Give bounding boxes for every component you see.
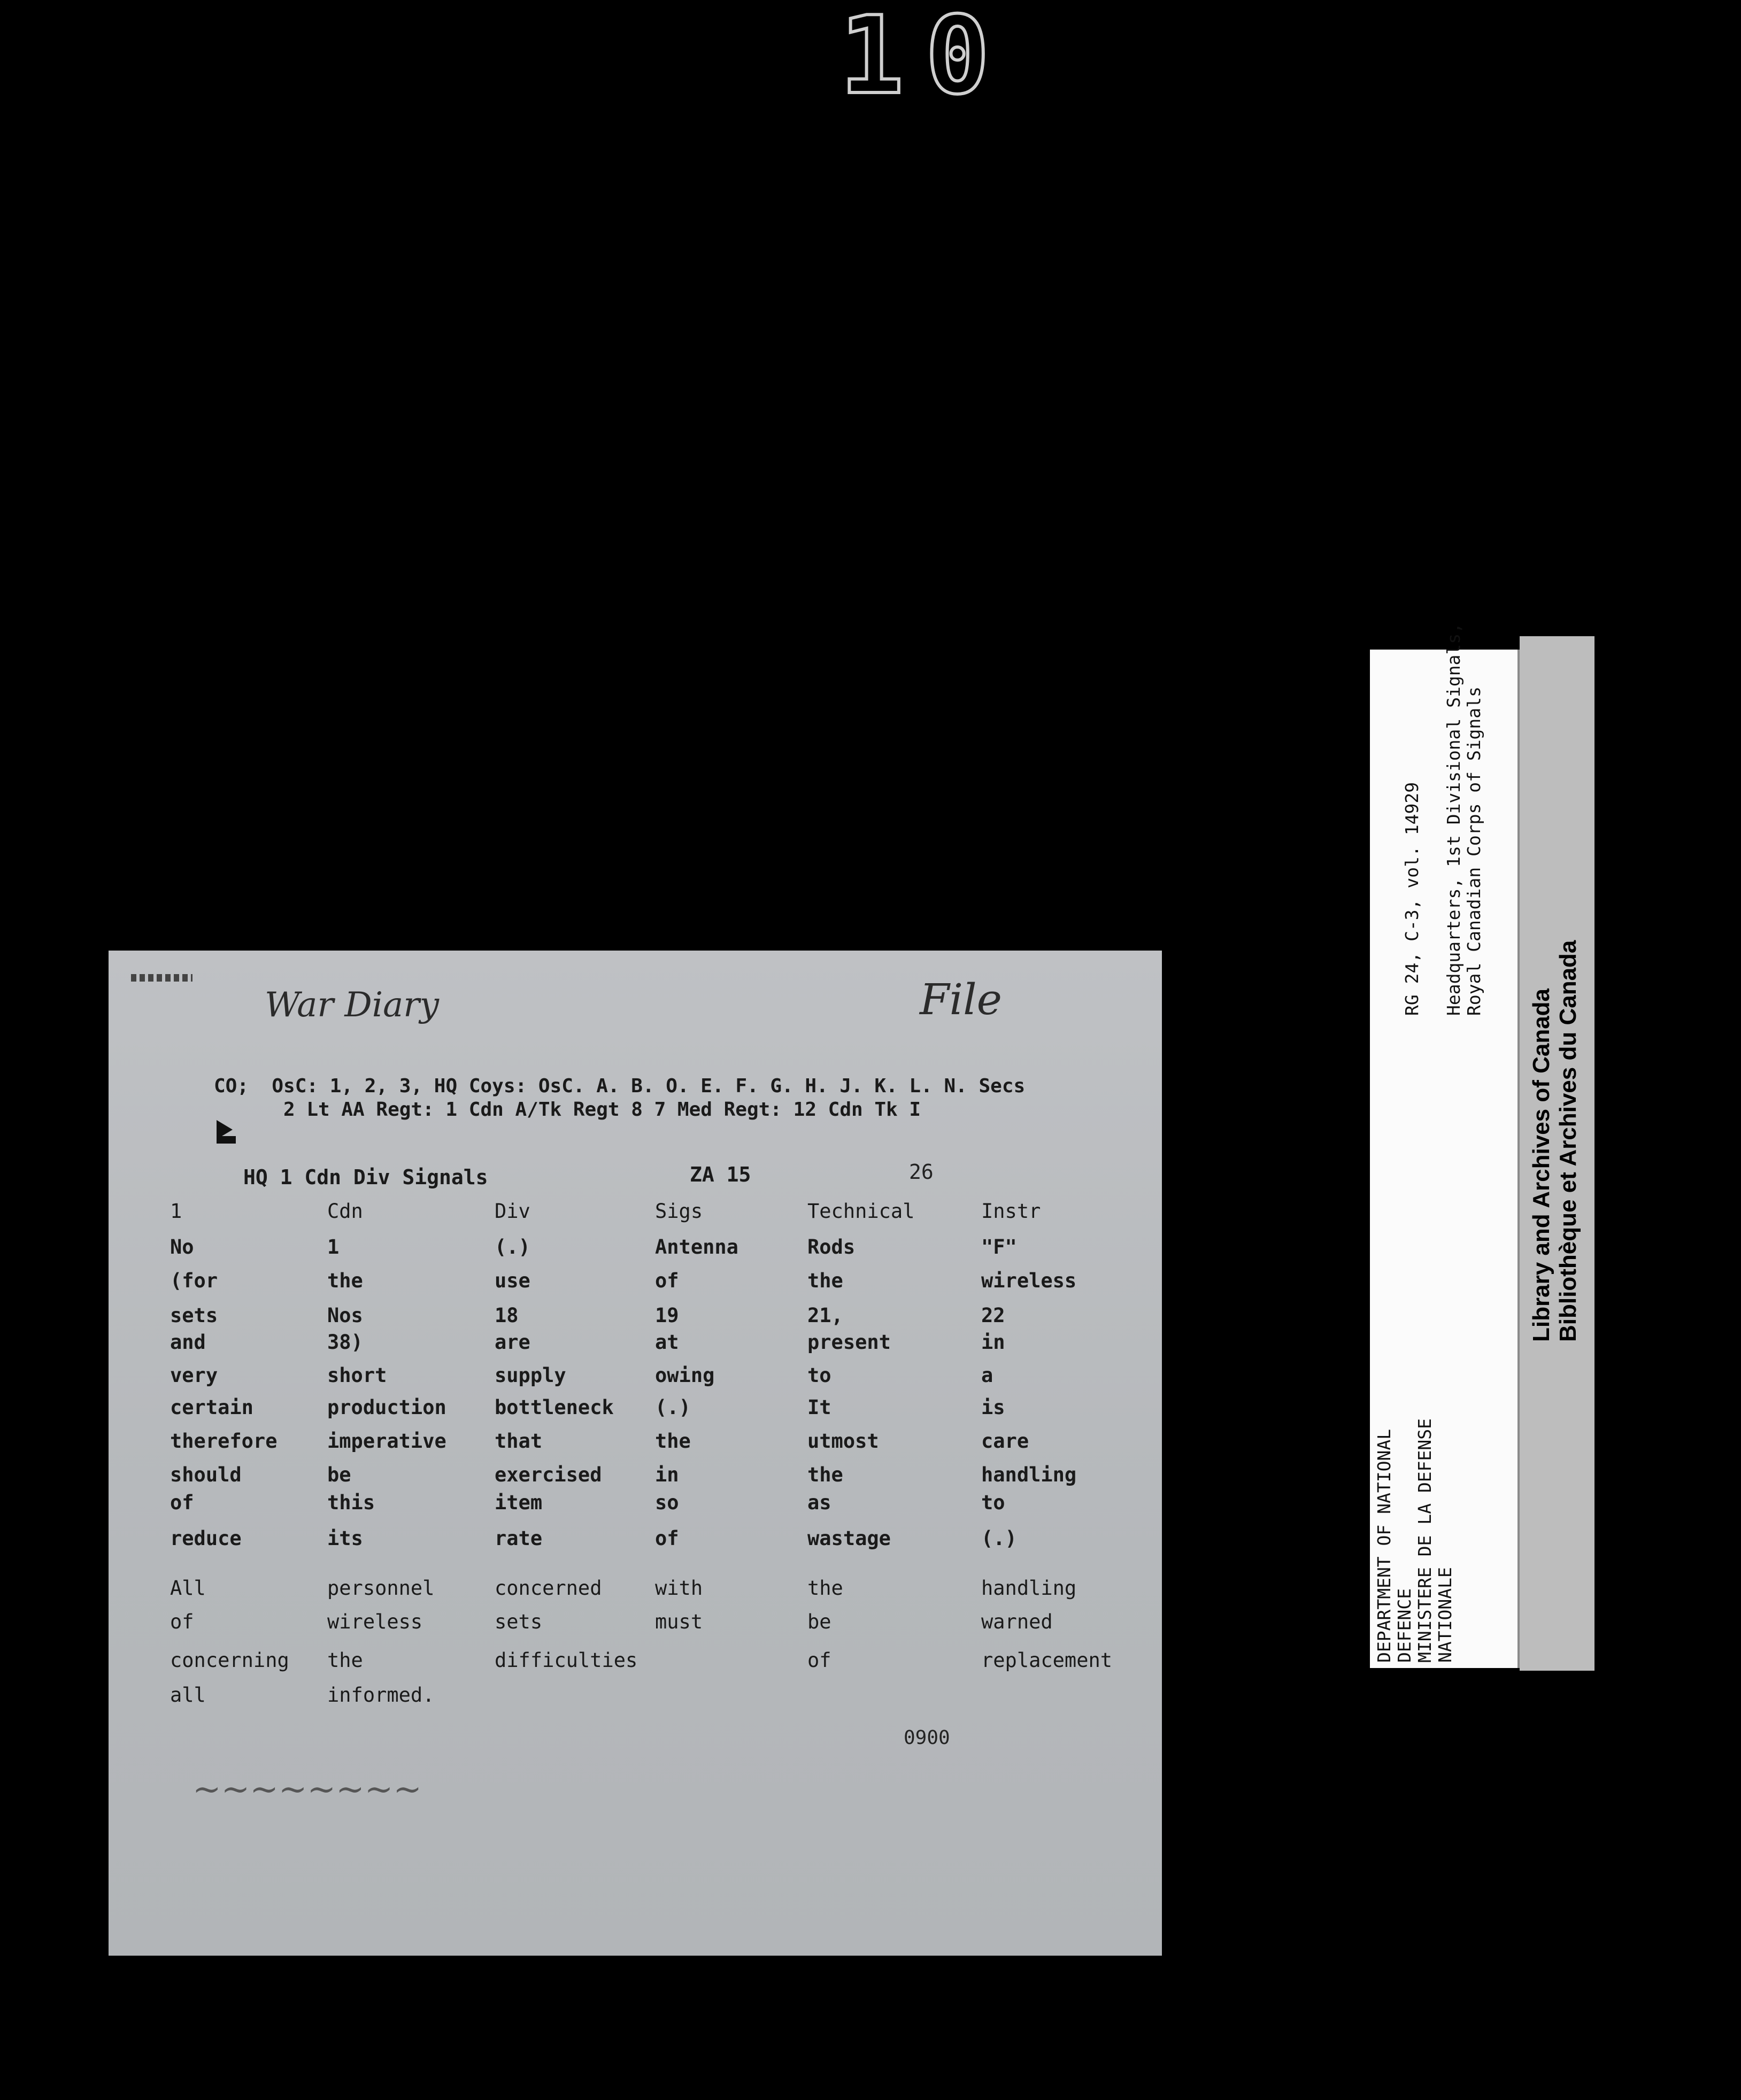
- message-word: the: [807, 1577, 843, 1600]
- message-word: 1: [327, 1236, 340, 1259]
- message-word: are: [495, 1331, 530, 1354]
- message-word: Technical: [807, 1200, 915, 1223]
- message-word: rate: [495, 1527, 543, 1550]
- message-word: be: [807, 1610, 831, 1633]
- message-word: at: [655, 1331, 679, 1354]
- from-field: HQ 1 Cdn Div Signals: [243, 1165, 488, 1189]
- message-word: (.): [981, 1527, 1017, 1550]
- message-word: in: [981, 1331, 1005, 1354]
- message-word: certain: [170, 1396, 253, 1419]
- fonds-label: [1444, 623, 1484, 1016]
- message-word: use: [495, 1269, 530, 1292]
- department-line-4: NATIONALE: [1435, 1567, 1455, 1663]
- message-word: (.): [495, 1236, 530, 1259]
- department-line-2: DEFENCE: [1394, 1588, 1415, 1663]
- message-word: that: [495, 1430, 543, 1453]
- fonds-line-2: Royal Canadian Corps of Signals: [1463, 686, 1484, 1016]
- message-word: wireless: [327, 1610, 423, 1633]
- message-word: the: [807, 1269, 843, 1292]
- message-word: "F": [981, 1236, 1017, 1259]
- message-word: 21,: [807, 1304, 843, 1327]
- message-word: so: [655, 1491, 679, 1514]
- message-word: of: [807, 1649, 831, 1672]
- message-word: sets: [495, 1610, 543, 1633]
- reference-label: RG 24, C-3, vol. 14929: [1401, 782, 1422, 1016]
- message-word: replacement: [981, 1649, 1113, 1672]
- message-word: be: [327, 1463, 351, 1486]
- message-word: must: [655, 1610, 703, 1633]
- message-word: exercised: [495, 1463, 602, 1486]
- message-word: handling: [981, 1463, 1077, 1486]
- message-word: and: [170, 1331, 206, 1354]
- message-word: Instr: [981, 1200, 1041, 1223]
- department-line-1: DEPARTMENT OF NATIONAL: [1374, 1429, 1395, 1663]
- message-word: It: [807, 1396, 831, 1419]
- message-word: Antenna: [655, 1236, 738, 1259]
- arrow-mark-tail: [217, 1136, 236, 1144]
- message-word: a: [981, 1364, 993, 1387]
- message-word: Div: [495, 1200, 530, 1223]
- handwritten-title: War Diary: [265, 985, 439, 1025]
- message-word: No: [170, 1236, 194, 1259]
- message-word: difficulties: [495, 1649, 638, 1672]
- message-word: (.): [655, 1396, 691, 1419]
- message-word: very: [170, 1364, 218, 1387]
- archive-name-en: Library and Archives of Canada: [1528, 988, 1554, 1342]
- message-word: wireless: [981, 1269, 1077, 1292]
- address-line-2: 2 Lt AA Regt: 1 Cdn A/Tk Regt 8 7 Med Regt: 12 Cdn Tk I: [283, 1099, 921, 1121]
- message-word: supply: [495, 1364, 566, 1387]
- fonds-line-1: Headquarters, 1st Divisional Signals,: [1443, 622, 1464, 1016]
- message-word: as: [807, 1491, 831, 1514]
- message-word: production: [327, 1396, 446, 1419]
- ref-field: ZA 15: [690, 1163, 751, 1186]
- message-word: to: [807, 1364, 831, 1387]
- message-word: Sigs: [655, 1200, 703, 1223]
- message-word: of: [170, 1610, 194, 1633]
- message-word: the: [655, 1430, 691, 1453]
- message-word: the: [327, 1269, 363, 1292]
- message-word: to: [981, 1491, 1005, 1514]
- message-word: personnel: [327, 1577, 435, 1600]
- department-line-3: MINISTERE DE LA DEFENSE: [1414, 1418, 1435, 1663]
- department-label: [1374, 1418, 1455, 1663]
- message-word: item: [495, 1491, 543, 1514]
- message-word: Rods: [807, 1236, 856, 1259]
- corner-mark: [131, 974, 192, 982]
- message-word: sets: [170, 1304, 218, 1327]
- message-word: its: [327, 1527, 363, 1550]
- message-word: 19: [655, 1304, 679, 1327]
- message-word: should: [170, 1463, 242, 1486]
- message-word: concerning: [170, 1649, 289, 1672]
- message-word: owing: [655, 1364, 715, 1387]
- message-word: Nos: [327, 1304, 363, 1327]
- message-word: in: [655, 1463, 679, 1486]
- message-word: handling: [981, 1577, 1077, 1600]
- message-word: bottleneck: [495, 1396, 614, 1419]
- message-word: this: [327, 1491, 375, 1514]
- archive-name-fr: Bibliothèque et Archives du Canada: [1555, 940, 1581, 1342]
- message-word: utmost: [807, 1430, 879, 1453]
- message-word: is: [981, 1396, 1005, 1419]
- handwritten-file-note: File: [920, 975, 1003, 1024]
- message-word: 22: [981, 1304, 1005, 1327]
- message-word: 38): [327, 1331, 363, 1354]
- message-word: reduce: [170, 1527, 242, 1550]
- message-word: therefore: [170, 1430, 278, 1453]
- message-word: Cdn: [327, 1200, 363, 1223]
- message-word: informed.: [327, 1684, 435, 1707]
- message-word: of: [655, 1527, 679, 1550]
- message-word: imperative: [327, 1430, 446, 1453]
- message-word: of: [655, 1269, 679, 1292]
- number-field: 26: [909, 1160, 934, 1184]
- message-word: 1: [170, 1200, 182, 1223]
- message-word: the: [327, 1649, 363, 1672]
- message-word: present: [807, 1331, 891, 1354]
- address-line-1: CO; OsC: 1, 2, 3, HQ Coys: OsC. A. B. O. E. F. G. H. J. K. L. N. Secs: [214, 1075, 1026, 1097]
- message-word: wastage: [807, 1527, 891, 1550]
- message-word: of: [170, 1491, 194, 1514]
- frame-number: 10: [839, 0, 1011, 118]
- time-field: 0900: [904, 1727, 950, 1749]
- message-word: (for: [170, 1269, 218, 1292]
- message-word: 18: [495, 1304, 519, 1327]
- message-word: warned: [981, 1610, 1053, 1633]
- message-word: the: [807, 1463, 843, 1486]
- message-word: All: [170, 1577, 206, 1600]
- message-word: concerned: [495, 1577, 602, 1600]
- signature: ~~~~~~~~: [192, 1770, 422, 1809]
- message-word: all: [170, 1684, 206, 1707]
- archive-name-label: [1528, 940, 1582, 1342]
- message-word: with: [655, 1577, 703, 1600]
- message-word: care: [981, 1430, 1029, 1453]
- message-word: short: [327, 1364, 387, 1387]
